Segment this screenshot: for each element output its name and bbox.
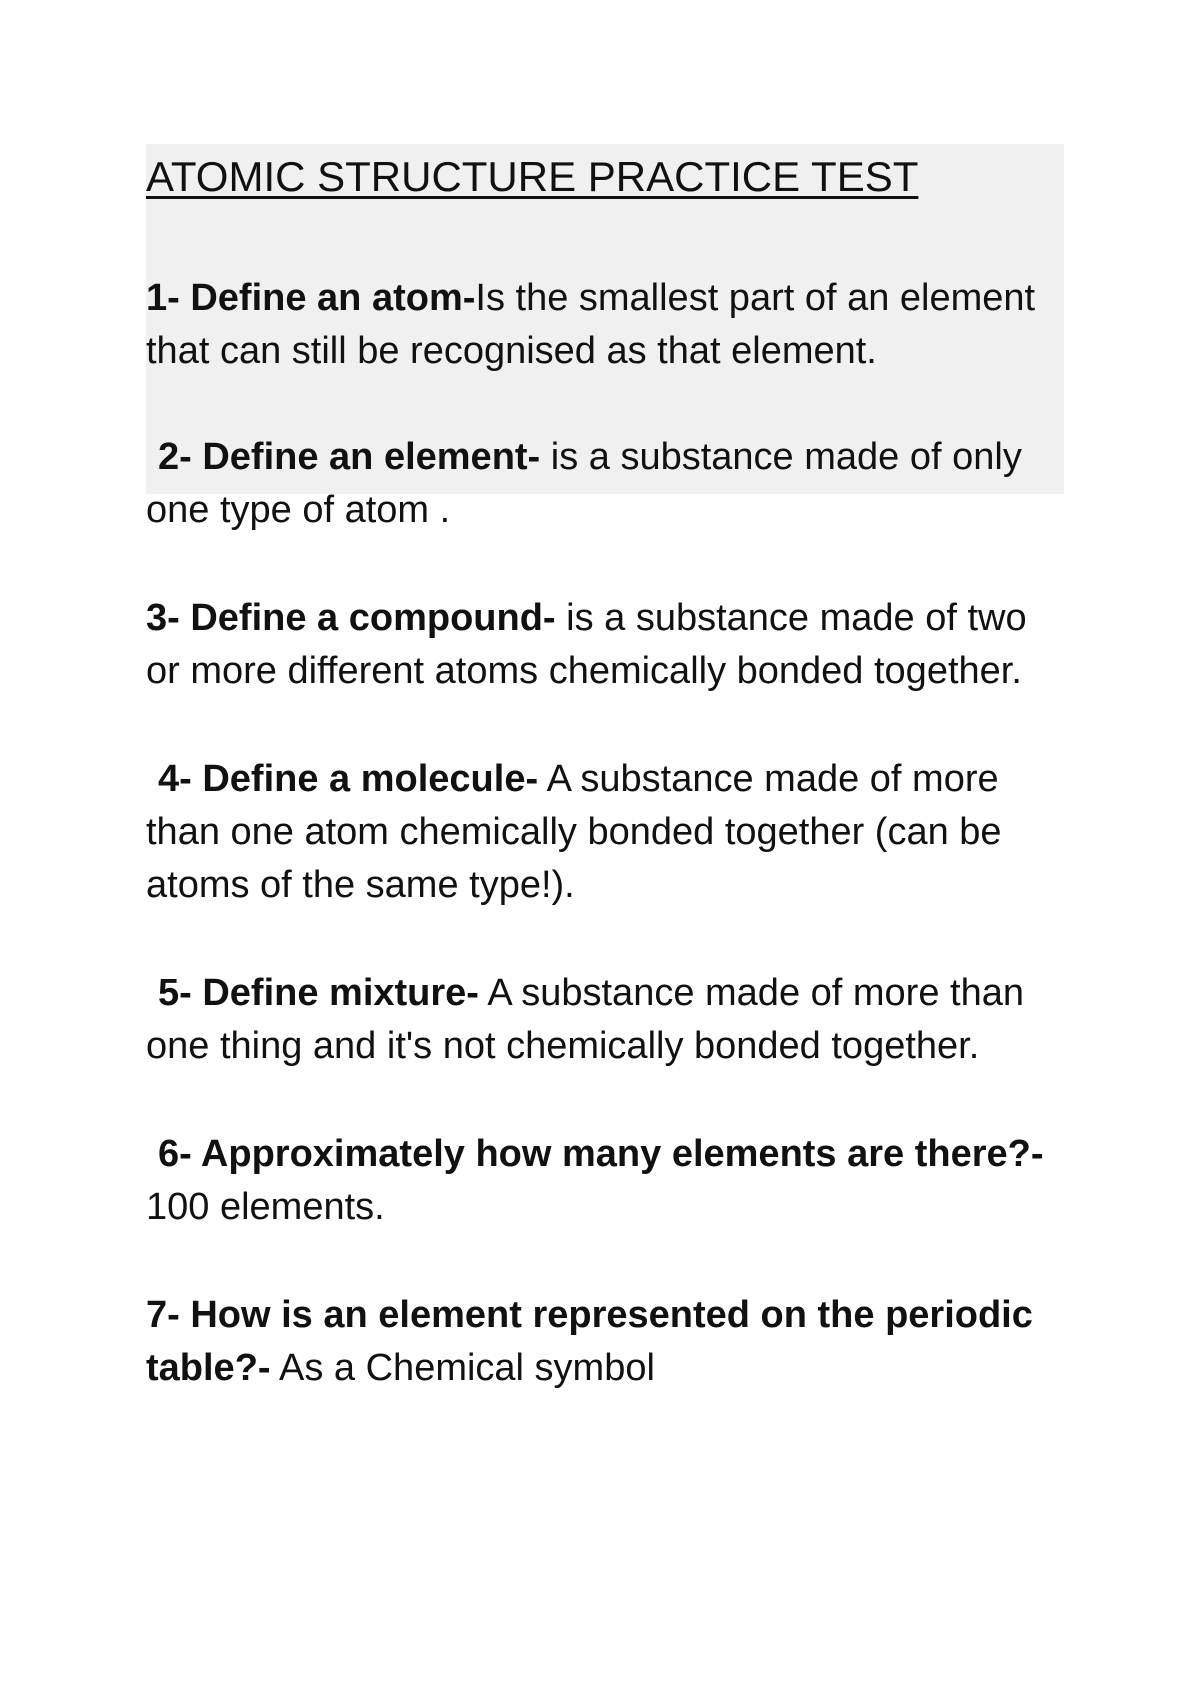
question-text: 5- Define mixture- xyxy=(158,972,479,1014)
question-text: 3- Define a compound- xyxy=(146,597,556,639)
question-item-4 xyxy=(146,753,1066,912)
question-item-7 xyxy=(146,1289,1066,1395)
answer-text: Is the smallest part of an element that can still be recognised as that element. xyxy=(146,277,1036,372)
answer-text: A substance made of more than one atom chemically bonded together (can be atoms of the same type!). xyxy=(146,758,1002,906)
document-body xyxy=(146,150,1066,1450)
question-item-6 xyxy=(146,1128,1066,1234)
question-item-2 xyxy=(146,431,1066,537)
question-text: 1- Define an atom- xyxy=(146,277,476,319)
answer-text: As a Chemical symbol xyxy=(270,1347,655,1389)
question-text: 4- Define a molecule- xyxy=(158,758,539,800)
question-text: 6- Approximately how many elements are there?- xyxy=(158,1133,1044,1175)
document-title: ATOMIC STRUCTURE PRACTICE TEST xyxy=(146,153,919,200)
answer-text: is a substance made of two or more different atoms chemically bonded together. xyxy=(146,597,1027,692)
answer-text: 100 elements. xyxy=(146,1186,385,1228)
question-item-5 xyxy=(146,967,1066,1073)
question-item-1 xyxy=(146,272,1066,378)
question-text: 7- How is an element represented on the periodic table?- xyxy=(146,1294,1033,1389)
question-text: 2- Define an element- xyxy=(158,436,541,478)
answer-text: is a substance made of only one type of atom . xyxy=(146,436,1022,531)
question-item-3 xyxy=(146,592,1066,698)
answer-text: A substance made of more than one thing and it's not chemically bonded together. xyxy=(146,972,1024,1067)
